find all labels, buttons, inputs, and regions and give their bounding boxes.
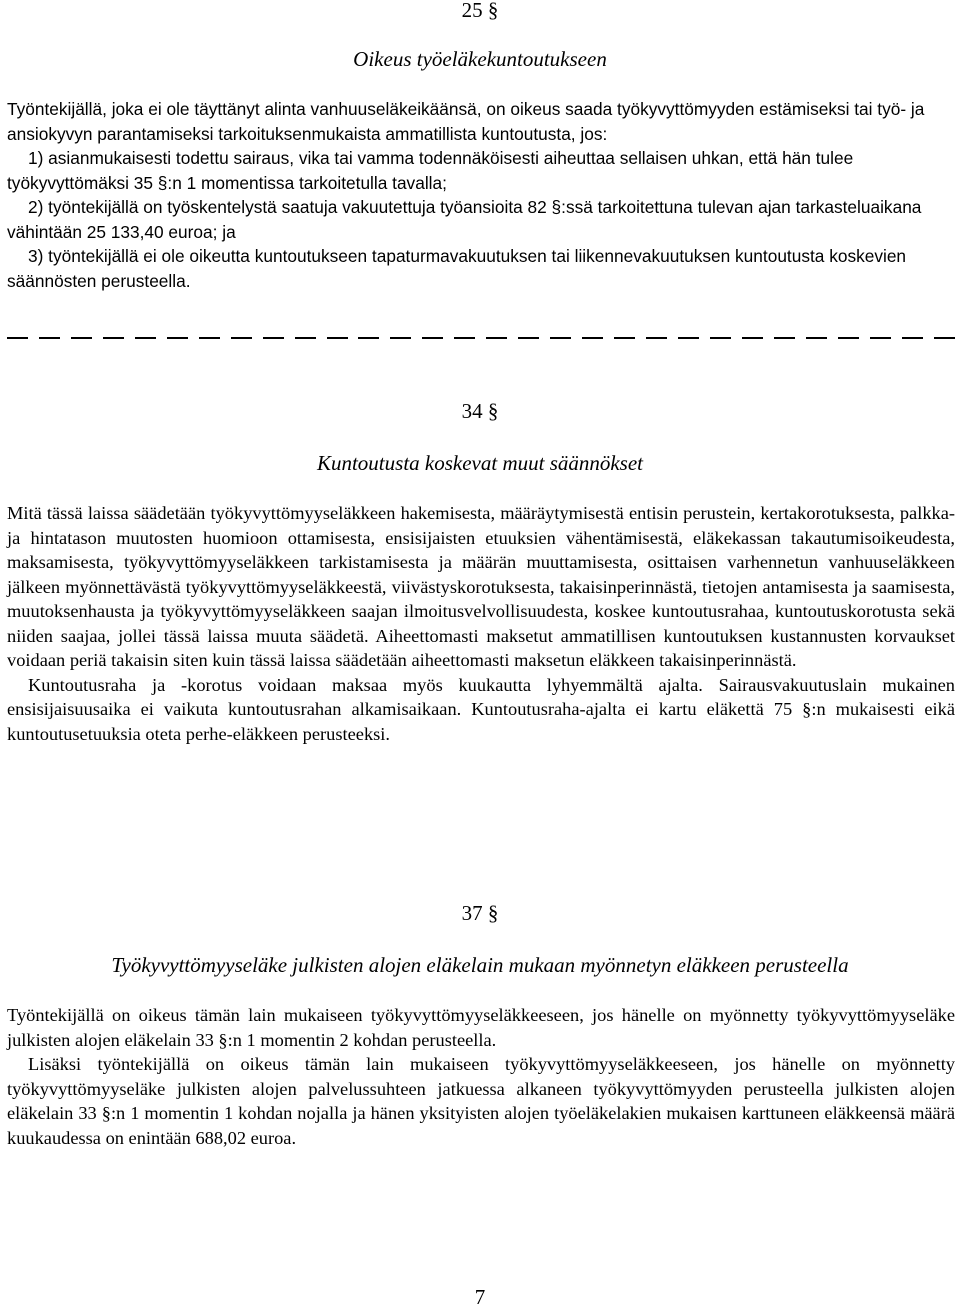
section-37-number: 37 § — [461, 901, 499, 925]
section-25-item-2: 2) työntekijällä on työskentelystä saatuja vakuutettuja työansioita 82 §:ssä tarkoitettuna tulevan ajan tarkasteluaikana vähintään 25 133,40 euroa; ja — [7, 197, 922, 242]
section-25-item-1: 1) asianmukaisesti todettu sairaus, vika tai vamma todennäköisesti aiheuttaa sellaisen uhkan, että hän tulee työkyvyttömäksi 35 §:n 1 momentissa tarkoitetulla tavalla; — [7, 148, 854, 193]
section-25-number: 25 § — [461, 0, 499, 22]
section-34-body — [7, 501, 955, 746]
section-37-body — [7, 1003, 955, 1150]
section-34-title: Kuntoutusta koskevat muut säännökset — [316, 451, 644, 475]
section-37-paragraph-2: Lisäksi työntekijällä on oikeus tämän lain mukaiseen työkyvyttömyyseläkkeeseen, jos hänelle on myönnetty työkyvyttömyyseläke julkisten alojen palvelussuhteen jatkuessa alkaneen työkyvyttömyyden perusteella julkisten alojen eläkelain 33 §:n 1 momentin 1 kohdan nojalla ja hänen yksityisten alojen työeläkelakien mukaisen karttuneen eläkkeensä määrä kuukaudessa on enintään 688,02 euroa. — [7, 1054, 955, 1148]
section-25-intro: Työntekijällä, joka ei ole täyttänyt alinta vanhuuseläkeikäänsä, on oikeus saada työkyvyttömyyden estämiseksi tai työ- ja ansiokyvyn parantamiseksi tarkoituksenmukaista ammatillista kuntoutusta, jos: — [7, 99, 925, 144]
section-37-paragraph-1: Työntekijällä on oikeus tämän lain mukaiseen työkyvyttömyyseläkkeeseen, jos hänelle on myönnetty työkyvyttömyyseläke julkisten alojen eläkelain 33 §:n 1 momentin 2 kohdan perusteella. — [7, 1005, 955, 1050]
section-34-paragraph-2: Kuntoutusraha ja -korotus voidaan maksaa myös kuukautta lyhyemmältä ajalta. Sairausvakuutuslain mukainen ensisijaisuusaika ei vaikuta kuntoutusrahan alkamisaikaan. Kuntoutusraha-ajalta ei kartu eläkettä 75 §:n mukaisesti eikä kuntoutusetuuksia oteta perhe-eläkkeen perusteeksi. — [7, 674, 955, 744]
section-25-body — [7, 97, 955, 293]
section-25-item-3: 3) työntekijällä ei ole oikeutta kuntoutukseen tapaturmavakuutuksen tai liikennevakuutuksen kuntoutusta koskevien säännösten perusteella. — [7, 246, 907, 291]
omission-dash-line — [7, 337, 955, 341]
section-34-number: 34 § — [461, 399, 499, 423]
page-number: 7 — [474, 1285, 486, 1309]
section-25-title: Oikeus työeläkekuntoutukseen — [353, 47, 607, 71]
section-37-title: Työkyvyttömyyseläke julkisten alojen eläkelain mukaan myönnetyn eläkkeen perusteella — [111, 953, 849, 977]
section-34-paragraph-1: Mitä tässä laissa säädetään työkyvyttömyyseläkkeen hakemisesta, määräytymisestä entisin perustein, kertakorotuksesta, palkka- ja hintatason muutosten huomioon ottamisesta, ensisijaisten etuuksien vähentämisestä, eläkekassan takautumisoikeudesta, maksamisesta, työkyvyttömyyseläkkeen tarkistamisesta ja määrän muuttamisesta, osittaisen varhennetun vanhuuseläkkeen jälkeen myönnettävästä työkyvyttömyyseläkkeestä, viivästyskorotuksesta, takaisinperinnästä, tietojen antamisesta ja saamisesta, muutoksenhausta ja työkyvyttömyyseläkkeen saajan ilmoitusvelvollisuudesta, koskee kuntoutusrahaa, kuntoutuskorotusta sekä niiden saajaa, jollei tässä laissa muuta säädetä. Aiheettomasti maksetut ammatillisen kuntoutuksen kustannusten korvaukset voidaan periä takaisin siten kuin tässä laissa säädetään aiheettomasti maksetun eläkkeen takaisinperinnästä. — [7, 503, 955, 670]
